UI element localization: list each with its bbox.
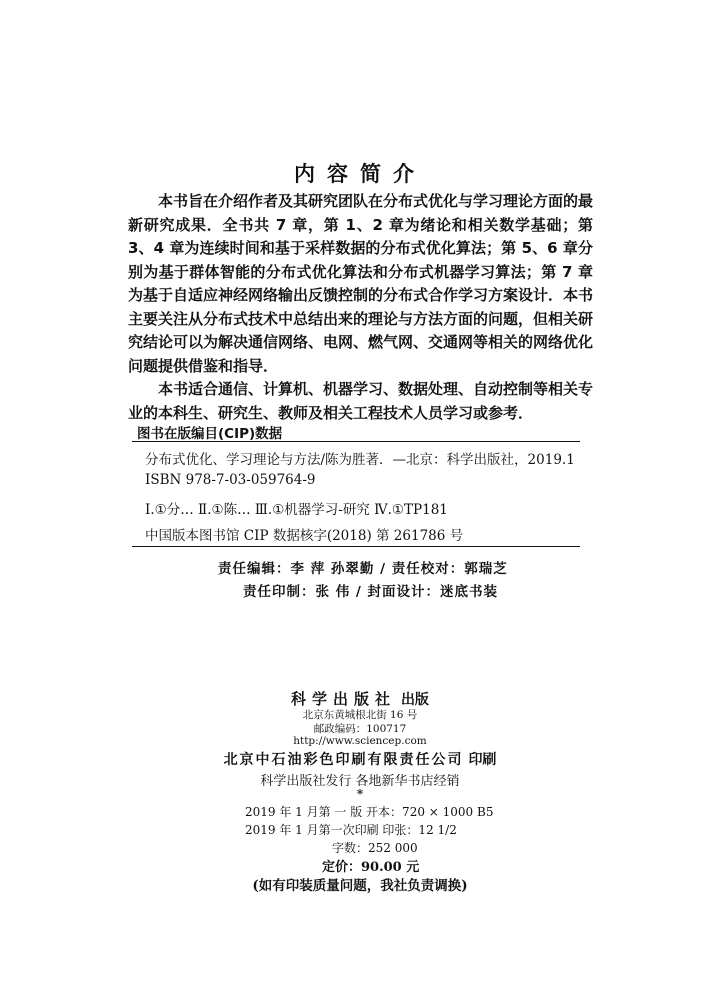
- publisher-website: http://www.sciencep.com: [293, 735, 427, 747]
- cip-title-line: 分布式优化、学习理论与方法/陈为胜著．—北京：科学出版社，2019.1: [145, 452, 575, 468]
- separator-star: *: [356, 787, 364, 801]
- printer-line: [0, 749, 720, 769]
- edition-line: 2019 年 1 月第 一 版 开本：720 × 1000 B5: [245, 805, 494, 819]
- publisher-line: [0, 688, 720, 709]
- quality-note: (如有印装质量问题，我社负责调换): [252, 878, 468, 894]
- printer-name: 北京中石油彩色印刷有限责任公司: [223, 752, 464, 768]
- production-credits: 责任印制：张 伟 / 封面设计：迷底书装: [243, 584, 499, 600]
- publisher-suffix: 出版: [400, 692, 429, 708]
- cip-top-rule: [132, 441, 580, 442]
- summary-title: 内容简介: [294, 162, 426, 186]
- summary-body: [128, 190, 593, 425]
- cip-classification: Ⅰ.①分… Ⅱ.①陈… Ⅲ.①机器学习-研究 Ⅳ.①TP181: [145, 502, 448, 518]
- publisher-address: 北京东黄城根北街 16 号: [302, 709, 418, 721]
- printing-line: 2019 年 1 月第一次印刷 印张：12 1/2: [245, 823, 457, 837]
- cip-heading: 图书在版编目(CIP)数据: [137, 426, 283, 442]
- printer-suffix: 印刷: [468, 752, 497, 768]
- cip-isbn: ISBN 978-7-03-059764-9: [145, 472, 316, 488]
- editor-credits: 责任编辑：李 萍 孙翠勤 / 责任校对：郭瑞芝: [218, 561, 508, 577]
- publisher-name: 科学出版社: [291, 690, 397, 708]
- price: 定价：90.00 元: [322, 860, 420, 875]
- cip-bottom-rule: [132, 546, 580, 547]
- publisher-postcode: 邮政编码：100717: [313, 723, 407, 735]
- cip-record-number: 中国版本图书馆 CIP 数据核字(2018) 第 261786 号: [145, 528, 464, 544]
- summary-paragraph-2: 本书适合通信、计算机、机器学习、数据处理、自动控制等相关专业的本科生、研究生、教师及相关工程技术人员学习或参考．: [128, 380, 594, 422]
- summary-paragraph-1: 本书旨在介绍作者及其研究团队在分布式优化与学习理论方面的最新研究成果．全书共 7 章，第 1、2 章为绪论和相关数学基础；第 3、4 章为连续时间和基于采样数据的分布式优化算法；第 5、6 章分别为基于群体智能的分布式优化算法和分布式机器学习算法；第 7 章为基于自适应神经网络输出反馈控制的分布式合作学习方案设计．本书主要关注从分布式技术中总结出来的理论与方法方面的问题，但相关研究结论可以为解决通信网络、电网、燃气网、交通网等相关的网络优化问题提供借鉴和指导．: [128, 192, 594, 375]
- word-count: 字数：252 000: [332, 841, 418, 855]
- distribution-line: 科学出版社发行 各地新华书店经销: [260, 774, 460, 789]
